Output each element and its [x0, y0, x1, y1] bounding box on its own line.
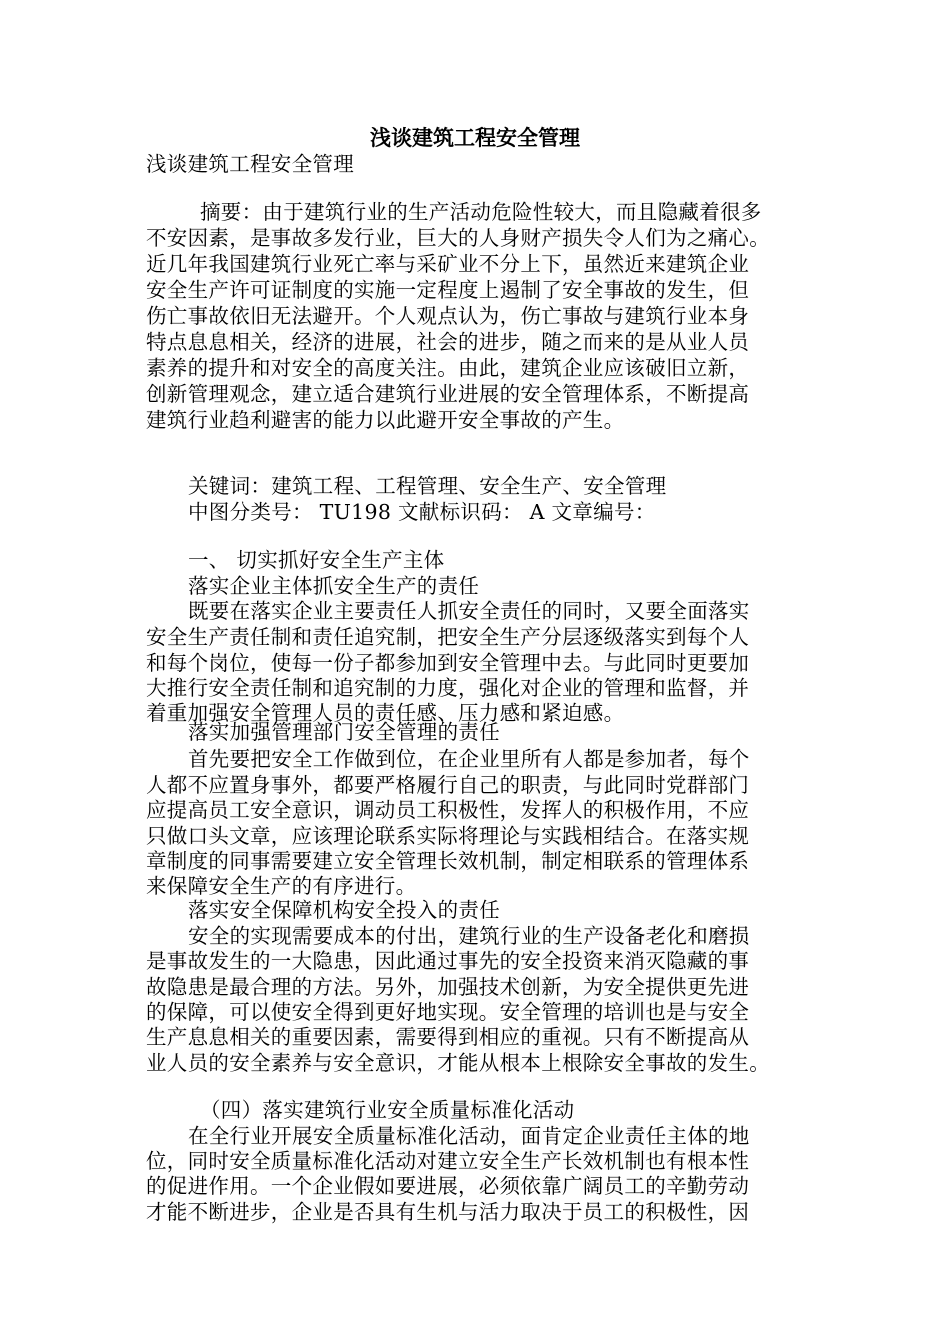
body-line: 的促进作用。一个企业假如要进展，必须依靠广阔员工的辛勤劳动 [146, 1174, 750, 1198]
body-line: 业人员的安全素养与安全意识，才能从根本上根除安全事故的发生。 [146, 1051, 770, 1075]
keywords: 关键词：建筑工程、工程管理、安全生产、安全管理 [188, 474, 667, 498]
body-line: 章制度的同事需要建立安全管理长效机制，制定相联系的管理体系 [146, 849, 750, 873]
classification: 中图分类号： TU198 文献标识码： A 文章编号： [188, 500, 656, 524]
abstract-line: 建筑行业趋利避害的能力以此避开安全事故的产生。 [146, 408, 625, 432]
body-line: 位，同时安全质量标准化活动对建立安全生产长效机制也有根本性 [146, 1149, 750, 1173]
abstract-line: 不安因素，是事故多发行业，巨大的人身财产损失令人们为之痛心。 [146, 226, 770, 250]
body-line: 首先要把安全工作做到位，在企业里所有人都是参加者，每个 [188, 747, 750, 771]
body-line: 安全生产责任制和责任追究制，把安全生产分层逐级落实到每个人 [146, 625, 750, 649]
document-subtitle: 浅谈建筑工程安全管理 [146, 152, 354, 176]
subsection-heading: 落实加强管理部门安全管理的责任 [188, 720, 500, 744]
body-line: 在全行业开展安全质量标准化活动，面肯定企业责任主体的地 [188, 1124, 750, 1148]
abstract-line: 近几年我国建筑行业死亡率与采矿业不分上下，虽然近来建筑企业 [146, 252, 750, 276]
subsection-heading: 落实安全保障机构安全投入的责任 [188, 898, 500, 922]
body-line: 生产息息相关的重要因素，需要得到相应的重视。只有不断提高从 [146, 1025, 750, 1049]
body-line: 安全的实现需要成本的付出，建筑行业的生产设备老化和磨损 [188, 924, 750, 948]
body-line: 大推行安全责任制和追究制的力度，强化对企业的管理和监督，并 [146, 676, 750, 700]
body-line: 既要在落实企业主要责任人抓安全责任的同时，又要全面落实 [188, 599, 750, 623]
body-line: 和每个岗位，使每一份子都参加到安全管理中去。与此同时更要加 [146, 651, 750, 675]
body-line: 人都不应置身事外，都要严格履行自己的职责，与此同时党群部门 [146, 773, 750, 797]
abstract-line: 素养的提升和对安全的高度关注。由此，建筑企业应该破旧立新， [146, 356, 750, 380]
subsection-heading: 落实企业主体抓安全生产的责任 [188, 574, 480, 598]
abstract-line: 特点息息相关，经济的进展，社会的进步，随之而来的是从业人员 [146, 330, 750, 354]
abstract-line: 摘要：由于建筑行业的生产活动危险性较大，而且隐藏着很多 [200, 200, 762, 224]
body-line: 应提高员工安全意识，调动员工积极性，发挥人的积极作用，不应 [146, 798, 750, 822]
section-heading: 一、 切实抓好安全生产主体 [188, 548, 445, 572]
body-line: 是事故发生的一大隐患，因此通过事先的安全投资来消灭隐藏的事 [146, 949, 750, 973]
abstract-line: 安全生产许可证制度的实施一定程度上遏制了安全事故的发生，但 [146, 278, 750, 302]
document-title: 浅谈建筑工程安全管理 [370, 125, 580, 150]
subsection-heading: （四）落实建筑行业安全质量标准化活动 [200, 1098, 575, 1122]
body-line: 着重加强安全管理人员的责任感、压力感和紧迫感。 [146, 701, 625, 725]
body-line: 的保障，可以使安全得到更好地实现。安全管理的培训也是与安全 [146, 1000, 750, 1024]
body-line: 故隐患是最合理的方法。另外，加强技术创新，为安全提供更先进 [146, 975, 750, 999]
abstract-line: 伤亡事故依旧无法避开。个人观点认为，伤亡事故与建筑行业本身 [146, 304, 750, 328]
body-line: 来保障安全生产的有序进行。 [146, 874, 417, 898]
body-line: 才能不断进步，企业是否具有生机与活力取决于员工的积极性，因 [146, 1200, 750, 1224]
abstract-line: 创新管理观念，建立适合建筑行业进展的安全管理体系，不断提高 [146, 382, 750, 406]
body-line: 只做口头文章，应该理论联系实际将理论与实践相结合。在落实规 [146, 824, 750, 848]
